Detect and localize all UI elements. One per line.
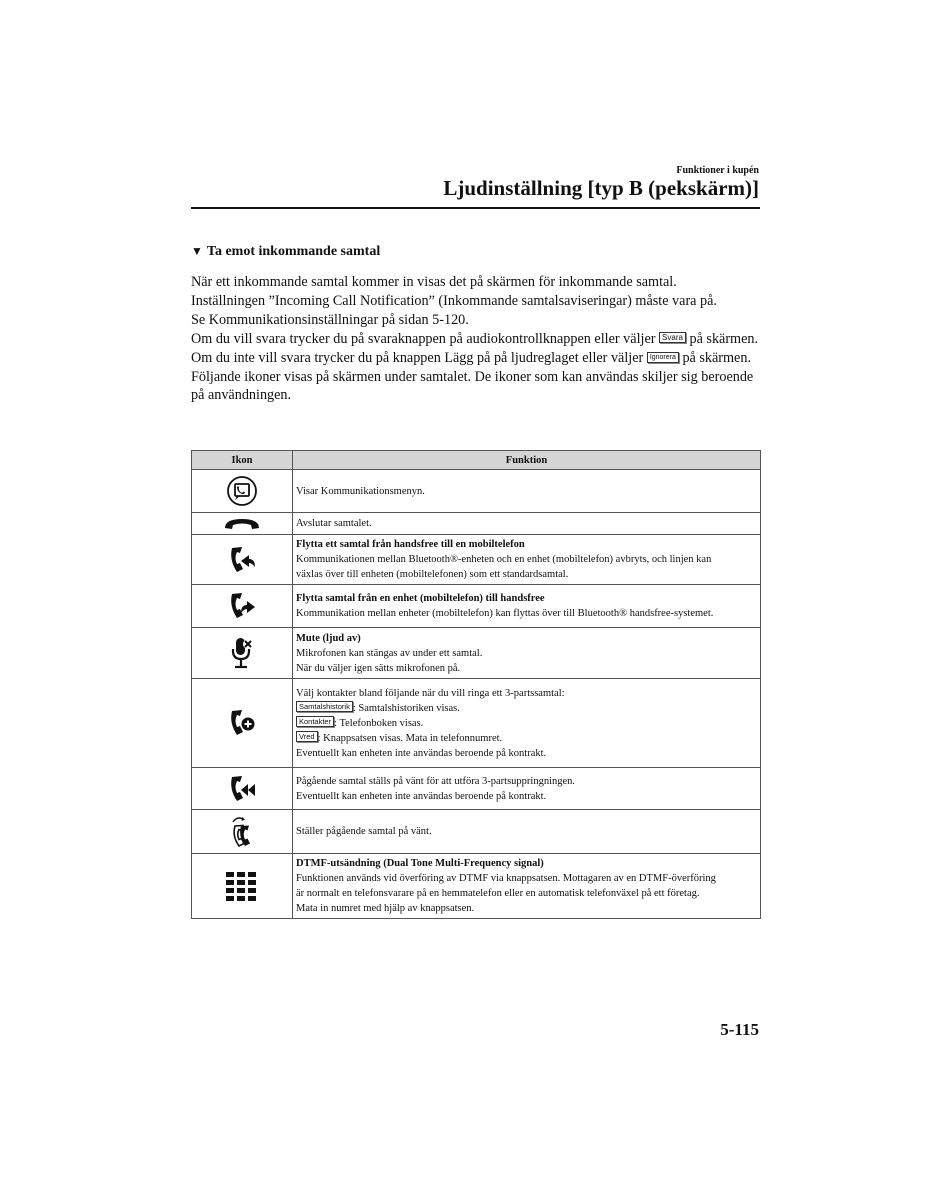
sub-heading xyxy=(191,244,380,260)
paragraph-reject: Om du inte vill svara trycker du på knappen Lägg på på ljudreglaget eller väljer Ignorera på skärmen. xyxy=(191,349,751,366)
page-title: Ljudinställning [typ B (pekskärm)] xyxy=(443,176,759,200)
table-row xyxy=(192,810,761,854)
contacts-button-label: Kontakter xyxy=(296,716,334,727)
paragraph-incoming: När ett inkommande samtal kommer in visas det på skärmen för inkommande samtal. xyxy=(191,274,677,290)
table-row xyxy=(192,513,761,535)
table-row xyxy=(192,535,761,585)
row-title: Flytta samtal från en enhet (mobiltelefon) till handsfree xyxy=(296,593,545,604)
row-text: Mikrofonen kan stängas av under ett samtal. xyxy=(296,647,483,659)
hold-for-3-party-icon xyxy=(227,772,257,806)
table-row xyxy=(192,854,761,919)
row-text: Pågående samtal ställs på vänt för att utföra 3-partsuppringningen. xyxy=(296,775,576,787)
table-header-row xyxy=(192,451,761,470)
section-label: Funktioner i kupén xyxy=(676,165,759,176)
communication-menu-icon xyxy=(226,475,258,507)
triangle-marker-icon: ▼ xyxy=(191,244,203,258)
paragraph-notification-setting: Inställningen ”Incoming Call Notification” (Inkommande samtalsaviseringar) måste vara på. xyxy=(191,292,717,309)
row-text: Kommunikationen mellan Bluetooth®-enheten och en enhet (mobiltelefon) avbryts, och linjen kan xyxy=(296,554,712,565)
row-title: Mute (ljud av) xyxy=(296,632,361,644)
row-text: Välj kontakter bland följande när du vill ringa ett 3-partssamtal: xyxy=(296,687,565,699)
row-text: Mata in numret med hjälp av knappsatsen. xyxy=(296,903,475,914)
icon-function-table xyxy=(191,450,761,919)
row-text: Ställer pågående samtal på vänt. xyxy=(296,826,432,837)
row-text: När du väljer igen sätts mikrofonen på. xyxy=(296,662,461,674)
page-number: 5-115 xyxy=(720,1020,759,1039)
row-title: Flytta ett samtal från handsfree till en mobiltelefon xyxy=(296,539,525,550)
title-rule xyxy=(191,207,760,209)
dial-button-label: Vred xyxy=(296,731,318,742)
paragraph-see-settings: Se Kommunikationsinställningar på sidan 5-120. xyxy=(191,311,469,328)
table-row xyxy=(192,628,761,679)
transfer-to-handsfree-icon xyxy=(227,588,257,624)
row-text: är normalt en telefonsvarare på en hemmatelefon eller en automatisk telefonväxel på ett företag. xyxy=(296,888,700,899)
column-header-function: Funktion xyxy=(293,451,761,470)
mute-microphone-icon xyxy=(229,635,255,671)
hold-call-icon xyxy=(227,814,257,850)
row-title: DTMF-utsändning (Dual Tone Multi-Frequency signal) xyxy=(296,858,544,869)
call-history-button-label: Samtalshistorik xyxy=(296,701,353,712)
table-row xyxy=(192,768,761,810)
paragraph-answer: Om du vill svara trycker du på svaraknappen på audiokontrollknappen eller väljer Svara på skärmen. xyxy=(191,330,759,347)
keypad-icon xyxy=(225,870,259,902)
transfer-to-phone-icon xyxy=(227,542,257,578)
hang-up-icon xyxy=(222,516,262,532)
sub-heading-text: Ta emot inkommande samtal xyxy=(206,244,381,259)
table-row xyxy=(192,470,761,513)
row-text: Visar Kommunikationsmenyn. xyxy=(296,485,425,497)
ignore-button-label: Ignorera xyxy=(647,352,679,363)
answer-button-label: Svara xyxy=(659,332,686,343)
row-text: Kommunikation mellan enheter (mobiltelefon) kan flyttas över till Bluetooth® handsfree-systemet. xyxy=(296,608,714,619)
table-row: Välj kontakter bland följande när du vill ringa ett 3-partssamtal: Samtalshistorik : Samtalshistoriken visas. Kontakter : Telefonboken visas. Vred : Knappsatsen visas. Mata in telefonnumret. Eventuellt kan enheten inte användas beroende på kontrakt. xyxy=(192,679,761,768)
paragraph-icons-intro: Följande ikoner visas på skärmen under samtalet. De ikoner som kan användas skiljer sig beroende på användningen. xyxy=(191,368,754,404)
add-call-icon xyxy=(227,705,257,741)
table-row xyxy=(192,585,761,628)
row-text: Eventuellt kan enheten inte användas beroende på kontrakt. xyxy=(296,747,547,759)
row-text: växlas över till enheten (mobiltelefonen) som ett standardsamtal. xyxy=(296,569,569,580)
row-text: Avslutar samtalet. xyxy=(296,518,372,529)
row-text: Funktionen används vid överföring av DTMF via knappsatsen. Mottagaren av en DTMF-överföring xyxy=(296,873,716,884)
row-text: Eventuellt kan enheten inte användas beroende på kontrakt. xyxy=(296,790,547,802)
body-text xyxy=(191,273,763,405)
column-header-icon: Ikon xyxy=(192,451,293,470)
